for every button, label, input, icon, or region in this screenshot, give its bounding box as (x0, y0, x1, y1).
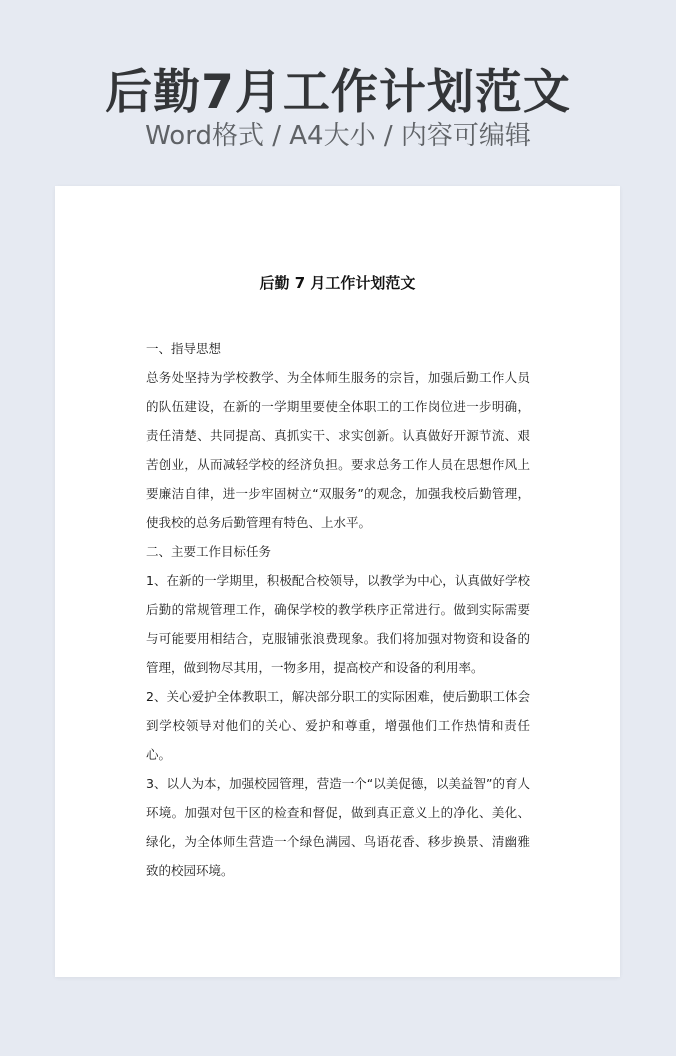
document-body (146, 334, 530, 885)
document-page (55, 186, 620, 977)
paragraph-task-3: 3、以人为本，加强校园管理，营造一个“以美促德，以美益智”的育人环境。加强对包干区的检查和督促，做到真正意义上的净化、美化、绿化，为全体师生营造一个绿色满园、鸟语花香、移步换景、清幽雅致的校园环境。 (146, 776, 530, 878)
section-heading-main-tasks: 二、主要工作目标任务 (146, 544, 272, 559)
paragraph-task-1: 1、在新的一学期里，积极配合校领导，以教学为中心，认真做好学校后勤的常规管理工作，确保学校的教学秩序正常进行。做到实际需要与可能要用相结合，克服铺张浪费现象。我们将加强对物资和设备的管理，做到物尽其用，一物多用，提高校产和设备的利用率。 (146, 573, 530, 675)
paragraph-guiding-ideology: 总务处坚持为学校教学、为全体师生服务的宗旨，加强后勤工作人员的队伍建设，在新的一学期里要使全体职工的工作岗位进一步明确，责任清楚、共同提高、真抓实干、求实创新。认真做好开源节流、艰苦创业，从而减轻学校的经济负担。要求总务工作人员在思想作风上要廉洁自律，进一步牢固树立“双服务”的观念，加强我校后勤管理，使我校的总务后勤管理有特色、上水平。 (146, 370, 530, 530)
section-heading-guiding-ideology: 一、指导思想 (146, 341, 222, 356)
document-title: 后勤 7 月工作计划范文 (259, 274, 416, 292)
banner-title: 后勤7月工作计划范文 (105, 65, 571, 120)
paragraph-task-2: 2、关心爱护全体教职工，解决部分职工的实际困难，使后勤职工体会到学校领导对他们的关心、爱护和尊重，增强他们工作热情和责任心。 (146, 689, 530, 762)
banner-subtitle: Word格式 / A4大小 / 内容可编辑 (145, 121, 531, 151)
